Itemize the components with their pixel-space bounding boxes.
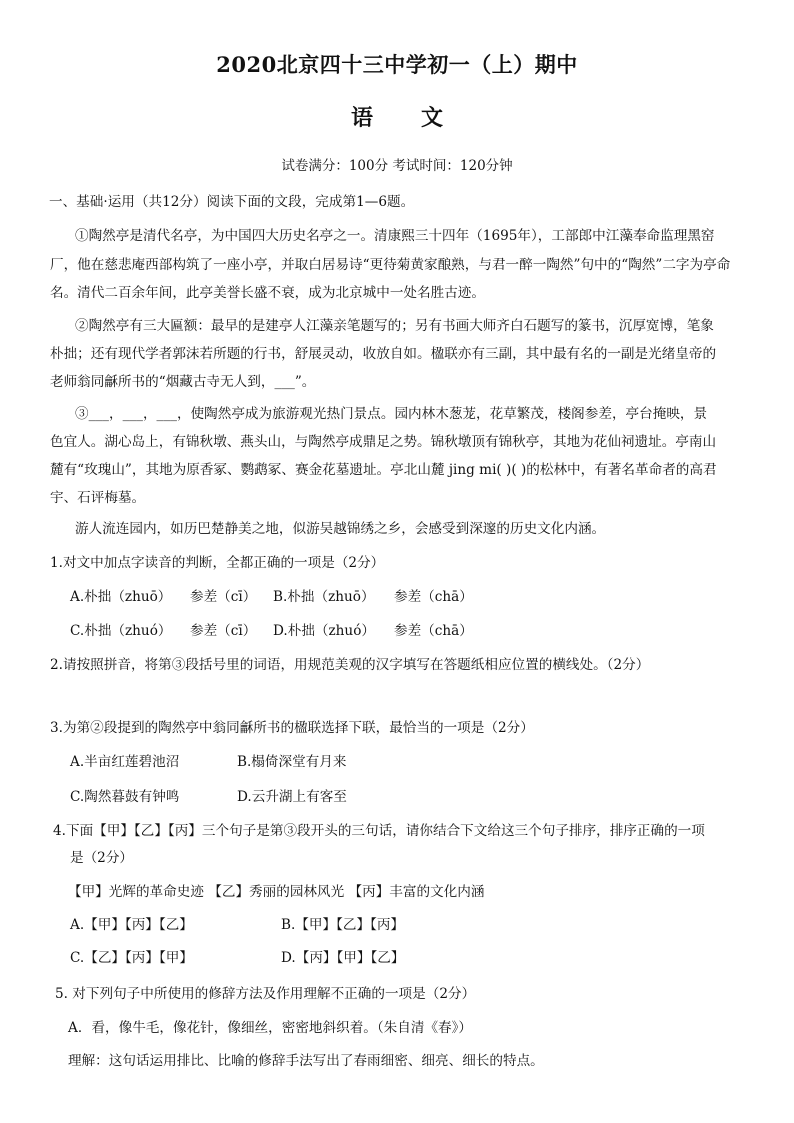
paragraph-2-line-3: 老师翁同龢所书的“烟藏古寺无人到，___”。 xyxy=(50,374,316,390)
paragraph-3-line-2: 色宜人。湖心岛上，有锦秋墩、燕头山，与陶然亭成鼎足之势。锦秋墩顶有锦秋亭，其地为花仙祠遗址。亭南山 xyxy=(50,434,717,450)
paragraph-3-line-3: 麓有“玫瑰山”，其地为原香冢、鹦鹉冢、赛金花墓遗址。亭北山麓 jing mi( )( )的松林中，有著名革命者的高君 xyxy=(50,462,717,478)
subject-heading xyxy=(0,101,794,132)
q1-option-b: B.朴拙（zhuō） xyxy=(273,589,375,605)
q4-option-b: B.【甲】【乙】【丙】 xyxy=(281,917,405,933)
paragraph-2-line-1: ②陶然亭有三大匾额：最早的是建亭人江藻亲笔题写的；另有书画大师齐白石题写的篆书，沉厚宽博，笔象 xyxy=(75,318,714,334)
q1-option-d: D.朴拙（zhuó） xyxy=(273,623,375,639)
q4-option-a: A.【甲】【丙】【乙】 xyxy=(70,917,193,933)
q1-option-a-part2: 参差（cī） xyxy=(190,589,257,605)
section-heading: 一、基础·运用（共12分）阅读下面的文段，完成第1—6题。 xyxy=(49,194,415,210)
q1-option-c: C.朴拙（zhuó） xyxy=(70,623,172,639)
q5-option-a: A．看，像牛毛，像花针，像细丝，密密地斜织着。（朱自清《春》） xyxy=(68,1020,473,1036)
page-title: 2020北京四十三中学初一（上）期中 xyxy=(216,52,578,77)
subject-char-2: 文 xyxy=(421,105,444,131)
q3-option-a: A.半亩红莲碧池沼 xyxy=(70,754,180,770)
question-5-stem: 5. 对下列句子中所使用的修辞方法及作用理解不正确的一项是（2分） xyxy=(55,986,476,1002)
paragraph-1-line-2: 厂，他在慈悲庵西部构筑了一座小亭，并取白居易诗“更待菊黄家酿熟，与君一醉一陶然”句中的“陶然”二字为亭命 xyxy=(50,257,731,273)
question-4-stem-line-1: 4.下面【甲】【乙】【丙】三个句子是第③段开头的三句话，请你结合下文给这三个句子排序，排序正确的一项 xyxy=(53,823,705,839)
q4-option-c: C.【乙】【丙】【甲】 xyxy=(70,950,193,966)
q1-option-c-part2: 参差（cī） xyxy=(190,623,257,639)
q1-option-a: A.朴拙（zhuō） xyxy=(70,589,172,605)
paragraph-3-line-4: 宇、石评梅墓。 xyxy=(50,490,146,506)
q3-option-d: D.云升湖上有客至 xyxy=(237,789,347,805)
q4-option-d: D.【丙】【甲】【乙】 xyxy=(281,950,405,966)
paragraph-1-line-1: ①陶然亭是清代名亭，为中国四大历史名亭之一。清康熙三十四年（1695年），工部郎中江藻奉命监理黑窑 xyxy=(75,228,715,244)
paragraph-1-line-3: 名。清代二百余年间，此亭美誉长盛不衰，成为北京城中一处名胜古迹。 xyxy=(50,285,485,301)
question-4-stem-line-2: 是（2分） xyxy=(70,850,134,866)
paragraph-2-line-2: 朴拙；还有现代学者郭沫若所题的行书，舒展灵动，收放自如。楹联亦有三副，其中最有名的一副是光绪皇帝的 xyxy=(50,346,717,362)
paragraph-3-line-1: ③___，___，___，使陶然亭成为旅游观光热门景点。园内林木葱茏，花草繁茂，楼阁参差，亭台掩映，景 xyxy=(75,406,708,422)
q5-option-a-note: 理解：这句话运用排比、比喻的修辞手法写出了春雨细密、细亮、细长的特点。 xyxy=(68,1053,544,1069)
question-2-stem: 2.请按照拼音，将第③段括号里的词语，用规范美观的汉字填写在答题纸相应位置的横线处。（2分） xyxy=(50,657,650,673)
subject-char-1: 语 xyxy=(350,105,373,131)
paragraph-4: 游人流连园内，如历巴楚静美之地，似游吴越锦绣之乡，会感受到深邃的历史文化内涵。 xyxy=(75,521,606,537)
question-1-stem: 1.对文中加点字读音的判断，全都正确的一项是（2分） xyxy=(50,555,385,571)
question-3-stem: 3.为第②段提到的陶然亭中翁同龢所书的楹联选择下联，最恰当的一项是（2分） xyxy=(50,720,534,736)
q4-sentences: 【甲】光辉的革命史迹 【乙】秀丽的园林风光 【丙】丰富的文化内涵 xyxy=(68,884,485,900)
q3-option-c: C.陶然暮鼓有钟鸣 xyxy=(70,789,180,805)
q1-option-d-part2: 参差（chā） xyxy=(394,623,473,639)
q3-option-b: B.榻倚深堂有月来 xyxy=(237,754,347,770)
exam-info: 试卷满分：100分 考试时间：120分钟 xyxy=(281,158,513,174)
q1-option-b-part2: 参差（chā） xyxy=(394,589,473,605)
